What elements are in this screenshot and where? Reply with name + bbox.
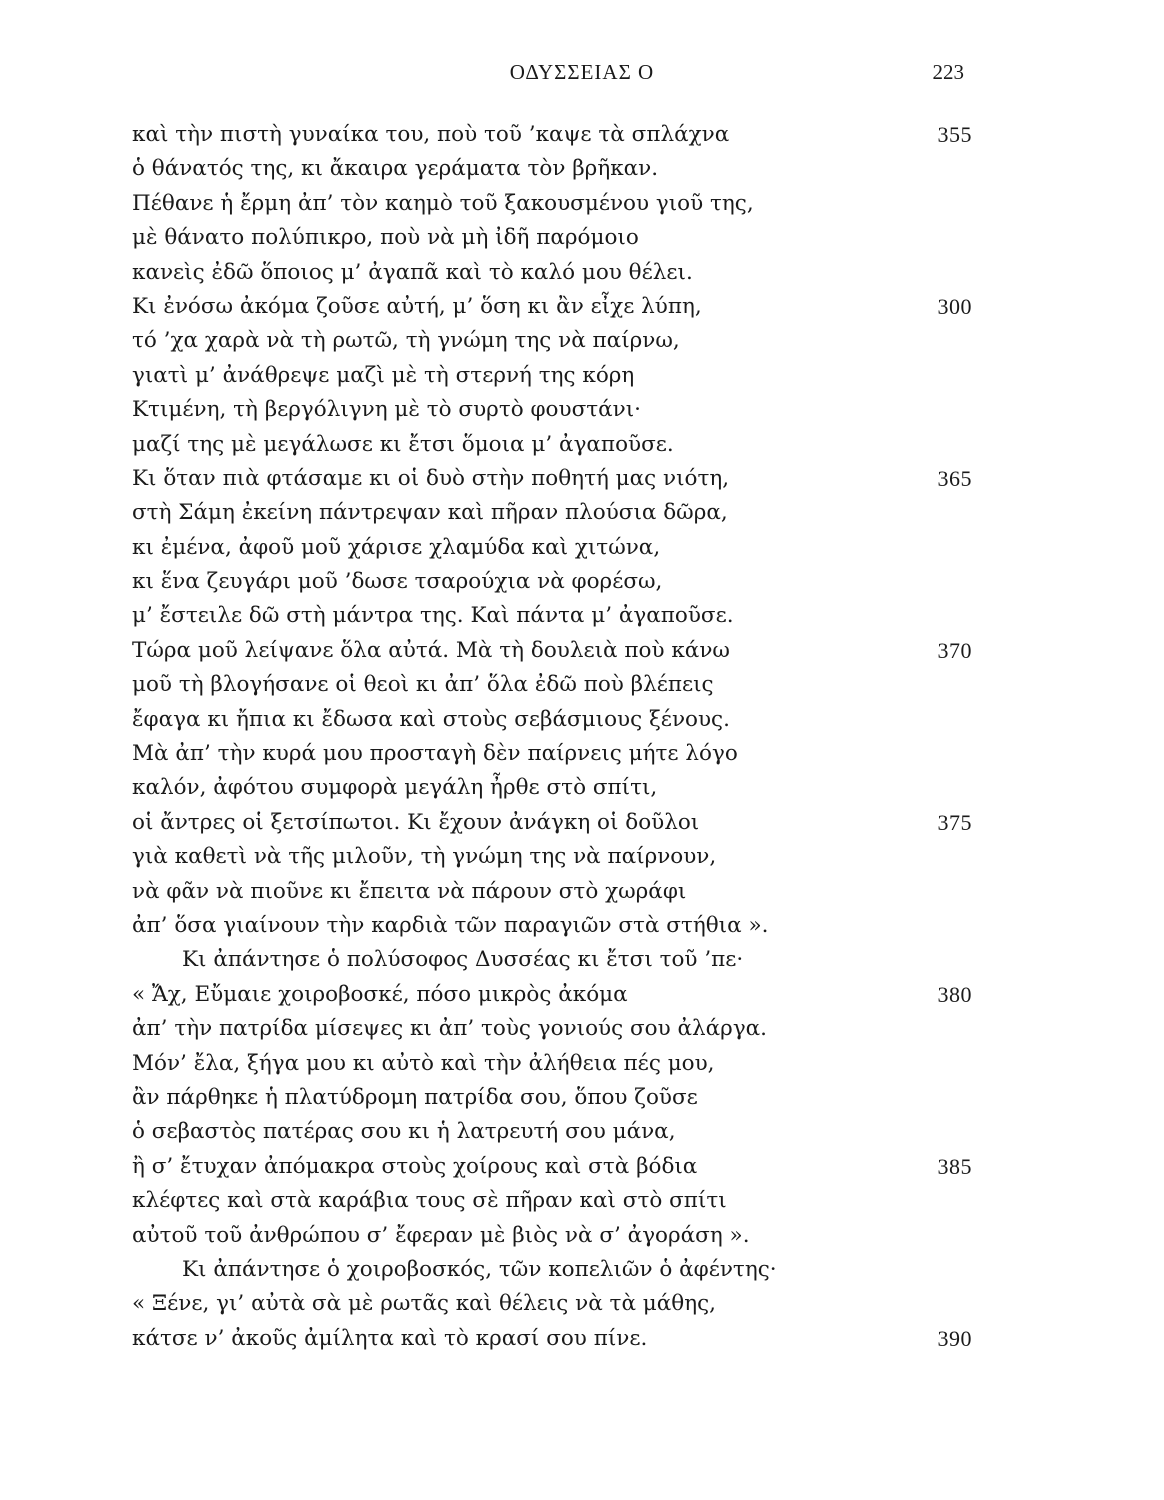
line-number: 300 <box>937 293 972 319</box>
line-number: 375 <box>937 809 972 835</box>
verse-text: Κι ὅταν πιὰ φτάσαμε κι οἱ δυὸ στὴν ποθητή μας νιότη, <box>132 465 730 491</box>
verse-line <box>132 1184 972 1218</box>
verse-text: γιατὶ μ’ ἀνάθρεψε μαζὶ μὲ τὴ στερνή της κόρη <box>132 362 635 388</box>
verse-line <box>132 221 972 255</box>
verse-line <box>132 703 972 737</box>
verse-text: Μὰ ἀπ’ τὴν κυρά μου προσταγὴ δὲν παίρνεις μήτε λόγο <box>132 741 738 767</box>
verse-text: οἱ ἄντρες οἱ ξετσίπωτοι. Κι ἔχουν ἀνάγκη οἱ δοῦλοι <box>132 809 700 835</box>
verse-text: κάτσε ν’ ἀκοῦς ἀμίλητα καὶ τὸ κρασί σου πίνε. <box>132 1325 648 1351</box>
verse-text: ὁ σεβαστὸς πατέρας σου κι ἡ λατρευτή σου μάνα, <box>132 1119 676 1145</box>
verse-text: Κι ἀπάντησε ὁ πολύσοφος Δυσσέας κι ἔτσι τοῦ ’πε· <box>182 947 744 973</box>
verse-line <box>132 531 972 565</box>
verse-line <box>132 462 972 496</box>
verse-line <box>132 1115 972 1149</box>
line-number: 365 <box>937 465 972 491</box>
line-number: 390 <box>937 1325 972 1351</box>
verse-text: Κι ἐνόσω ἀκόμα ζοῦσε αὐτή, μ’ ὅση κι ἂν εἶχε λύπη, <box>132 293 702 319</box>
verse-text: « Ἄχ, Εὔμαιε χοιροβοσκέ, πόσο μικρὸς ἀκόμα <box>132 981 628 1007</box>
verse-line <box>132 1322 972 1356</box>
verse-text: Μόν’ ἔλα, ξήγα μου κι αὐτὸ καὶ τὴν ἀλήθεια πές μου, <box>132 1050 715 1076</box>
verse-text: καὶ τὴν πιστὴ γυναίκα του, ποὺ τοῦ ’καψε τὰ σπλάχνα <box>132 122 730 147</box>
verse-line <box>132 909 972 943</box>
verse-line <box>132 806 972 840</box>
verse-text: « Ξένε, γι’ αὐτὰ σὰ μὲ ρωτᾶς καὶ θέλεις νὰ τὰ μάθης, <box>132 1291 716 1317</box>
verse-text: μ’ ἔστειλε δῶ στὴ μάντρα της. Καὶ πάντα μ’ ἀγαποῦσε. <box>132 603 734 629</box>
verse-text: γιὰ καθετὶ νὰ τῆς μιλοῦν, τὴ γνώμη της νὰ παίρνουν, <box>132 844 717 870</box>
line-number: 385 <box>937 1153 972 1179</box>
verse-line <box>132 152 972 186</box>
verse-line <box>132 118 972 152</box>
verse-text: μὲ θάνατο πολύπικρο, ποὺ νὰ μὴ ἰδῆ παρόμοιο <box>132 225 639 251</box>
verse-line <box>132 737 972 771</box>
verse-line <box>132 875 972 909</box>
verse-text: κανεὶς ἐδῶ ὅποιος μ’ ἀγαπᾶ καὶ τὸ καλό μου θέλει. <box>132 259 693 285</box>
verse-line <box>132 256 972 290</box>
verse-text: στὴ Σάμη ἐκείνη πάντρεψαν καὶ πῆραν πλούσια δῶρα, <box>132 500 728 526</box>
verse-line <box>132 324 972 358</box>
verse-line <box>132 1081 972 1115</box>
verse-line <box>132 1253 972 1287</box>
verse-line <box>132 496 972 530</box>
verse-text: νὰ φᾶν νὰ πιοῦνε κι ἔπειτα νὰ πάρουν στὸ χωράφι <box>132 878 687 904</box>
verse-line <box>132 565 972 599</box>
line-number: 355 <box>937 122 972 147</box>
verse-line <box>132 840 972 874</box>
verse-text: Πέθανε ἡ ἔρμη ἀπ’ τὸν καημὸ τοῦ ξακουσμένου γιοῦ της, <box>132 190 754 216</box>
verse-line <box>132 187 972 221</box>
verse-text: κλέφτες καὶ στὰ καράβια τους σὲ πῆραν καὶ στὸ σπίτι <box>132 1188 727 1214</box>
verse-text: ἂν πάρθηκε ἡ πλατύδρομη πατρίδα σου, ὅπου ζοῦσε <box>132 1084 698 1110</box>
verse-line <box>132 978 972 1012</box>
verse-text: ὁ θάνατός της, κι ἄκαιρα γεράματα τὸν βρῆκαν. <box>132 156 659 182</box>
verse-line <box>132 1047 972 1081</box>
verse-text: Τώρα μοῦ λείψανε ὅλα αὐτά. Μὰ τὴ δουλειὰ ποὺ κάνω <box>132 637 730 663</box>
verse-text: ἀπ’ τὴν πατρίδα μίσεψες κι ἀπ’ τοὺς γονιούς σου ἀλάργα. <box>132 1016 768 1042</box>
line-number: 370 <box>937 637 972 663</box>
verse-text: αὐτοῦ τοῦ ἀνθρώπου σ’ ἔφεραν μὲ βιὸς νὰ σ’ ἀγοράση ». <box>132 1222 750 1248</box>
verse-line <box>132 1287 972 1321</box>
verse-line <box>132 1219 972 1253</box>
verse-block <box>132 118 972 1356</box>
verse-text: κι ἕνα ζευγάρι μοῦ ’δωσε τσαρούχια νὰ φορέσω, <box>132 569 663 595</box>
line-number: 380 <box>937 981 972 1007</box>
verse-line <box>132 1012 972 1046</box>
verse-text: μαζί της μὲ μεγάλωσε κι ἔτσι ὅμοια μ’ ἀγαποῦσε. <box>132 431 674 457</box>
verse-text: ἀπ’ ὅσα γιαίνουν τὴν καρδιὰ τῶν παραγιῶν στὰ στήθια ». <box>132 912 769 938</box>
verse-text: ἢ σ’ ἔτυχαν ἀπόμακρα στοὺς χοίρους καὶ στὰ βόδια <box>132 1153 698 1179</box>
verse-line <box>132 290 972 324</box>
verse-text: μοῦ τὴ βλογήσανε οἱ θεοὶ κι ἀπ’ ὅλα ἐδῶ ποὺ βλέπεις <box>132 672 714 698</box>
verse-text: Κι ἀπάντησε ὁ χοιροβοσκός, τῶν κοπελιῶν ὁ ἀφέντης· <box>182 1256 777 1282</box>
verse-line <box>132 393 972 427</box>
verse-line <box>132 771 972 805</box>
page-number: 223 <box>932 60 964 84</box>
verse-text: κι ἐμένα, ἀφοῦ μοῦ χάρισε χλαμύδα καὶ χιτώνα, <box>132 534 661 560</box>
verse-text: Κτιμένη, τὴ βεργόλιγνη μὲ τὸ συρτὸ φουστάνι· <box>132 397 641 423</box>
verse-line <box>132 428 972 462</box>
verse-line <box>132 943 972 977</box>
verse-line <box>132 668 972 702</box>
running-title: ΟΔΥΣΣΕΙΑΣ Ο <box>509 60 655 84</box>
verse-line <box>132 599 972 633</box>
verse-text: τό ’χα χαρὰ νὰ τὴ ρωτῶ, τὴ γνώμη της νὰ παίρνω, <box>132 328 680 354</box>
verse-text: καλόν, ἀφότου συμφορὰ μεγάλη ἦρθε στὸ σπίτι, <box>132 775 658 801</box>
verse-line <box>132 634 972 668</box>
verse-line <box>132 1150 972 1184</box>
verse-line <box>132 359 972 393</box>
verse-text: ἔφαγα κι ἤπια κι ἔδωσα καὶ στοὺς σεβάσμιους ξένους. <box>132 706 730 732</box>
